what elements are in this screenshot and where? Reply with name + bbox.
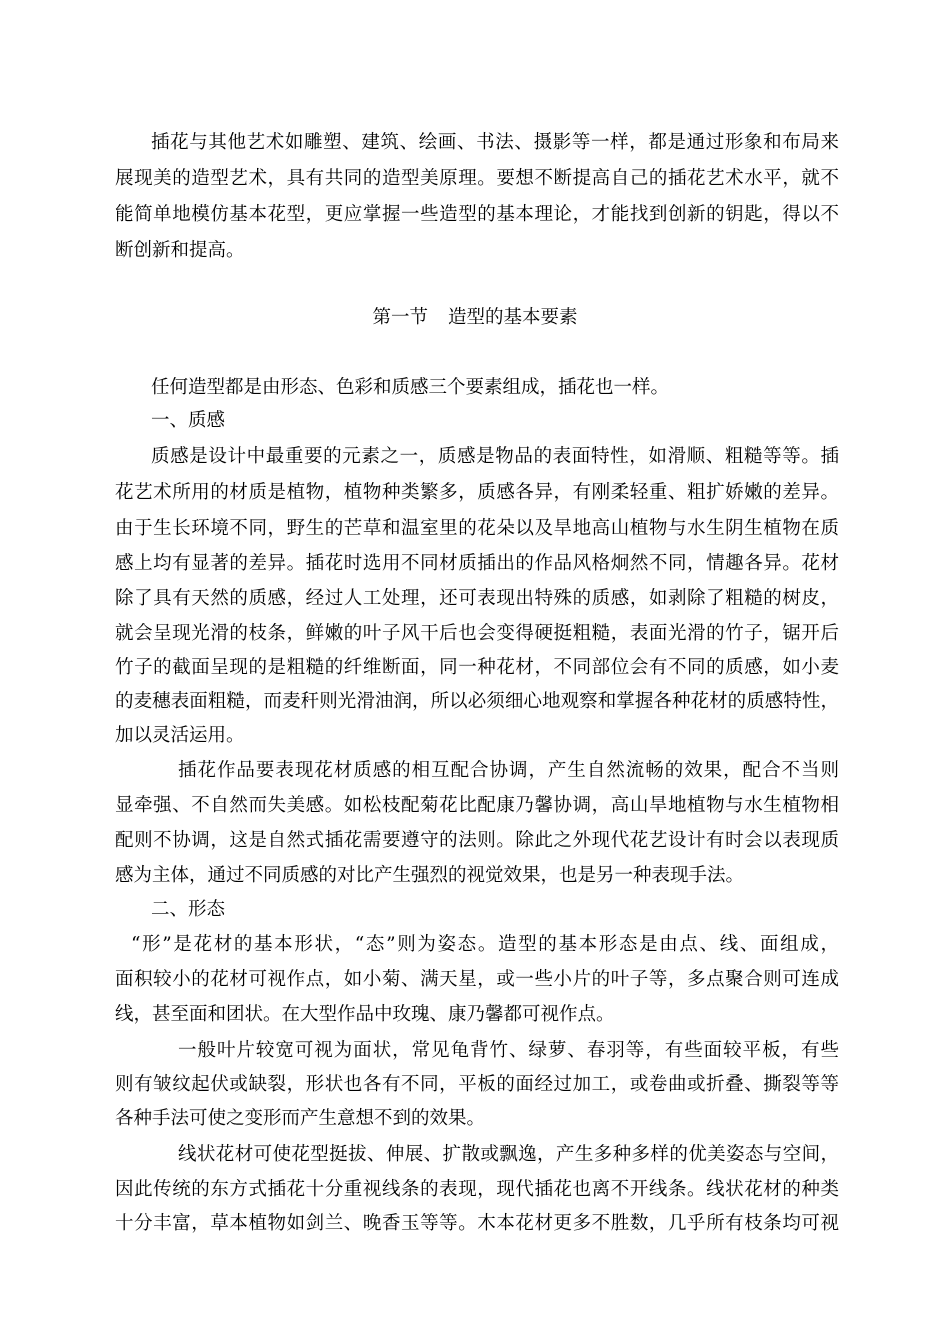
paragraph-line: 竹子的截面呈现的是粗糙的纤维断面，同一种花材，不同部位会有不同的质感，如小麦 — [115, 657, 839, 678]
intro-line: 展现美的造型艺术，具有共同的造型美原理。要想不断提高自己的插花艺术水平，就不 — [115, 168, 839, 189]
paragraph-line: 由于生长环境不同，野生的芒草和温室里的花朵以及旱地高山植物与水生阴生植物在质 — [115, 518, 839, 539]
paragraph-line: 除了具有天然的质感，经过人工处理，还可表现出特殊的质感，如剥除了粗糙的树皮， — [115, 588, 839, 609]
intro-line: 能简单地模仿基本花型，更应掌握一些造型的基本理论，才能找到创新的钥匙，得以不 — [115, 204, 839, 225]
paragraph-line: 显牵强、不自然而失美感。如松枝配菊花比配康乃馨协调，高山旱地植物与水生植物相 — [115, 795, 839, 816]
paragraph-line: 因此传统的东方式插花十分重视线条的表现，现代插花也离不开线条。线状花材的种类 — [115, 1179, 839, 1200]
section-name: 造型的基本要素 — [448, 307, 578, 328]
subheading-form: 二、形态 — [151, 899, 226, 920]
paragraph-line: 花艺术所用的材质是植物，植物种类繁多，质感各异，有刚柔轻重、粗扩娇嫩的差异。 — [115, 482, 839, 503]
intro-line: 断创新和提高。 — [115, 240, 245, 261]
section-number: 第一节 — [372, 307, 428, 328]
paragraph-line: 则有皱纹起伏或缺裂，形状也各有不同，平板的面经过加工，或卷曲或折叠、撕裂等等 — [115, 1074, 839, 1095]
paragraph-line: “形”是花材的基本形状，“态”则为姿态。造型的基本形态是由点、线、面组成， — [131, 934, 839, 955]
paragraph-line: 一般叶片较宽可视为面状，常见龟背竹、绿萝、春羽等，有些面较平板，有些 — [178, 1040, 839, 1061]
paragraph-line: 的麦穗表面粗糙，而麦秆则光滑油润，所以必须细心地观察和掌握各种花材的质感特性， — [115, 691, 839, 712]
subheading-texture: 一、质感 — [151, 410, 226, 431]
paragraph-line: 各种手法可使之变形而产生意想不到的效果。 — [115, 1108, 486, 1129]
section-title — [0, 306, 950, 330]
paragraph-line: 就会呈现光滑的枝条，鲜嫩的叶子风干后也会变得硬挺粗糙，表面光滑的竹子，锯开后 — [115, 623, 839, 644]
paragraph-line: 线，甚至面和团状。在大型作品中玫瑰、康乃馨都可视作点。 — [115, 1004, 615, 1025]
paragraph-line: 线状花材可使花型挺拔、伸展、扩散或飘逸，产生多种多样的优美姿态与空间， — [178, 1144, 839, 1165]
paragraph-line: 配则不协调，这是自然式插花需要遵守的法则。除此之外现代花艺设计有时会以表现质 — [115, 830, 839, 851]
paragraph-line: 十分丰富，草本植物如剑兰、晚香玉等等。木本花材更多不胜数，几乎所有枝条均可视 — [115, 1213, 839, 1234]
paragraph-line: 面积较小的花材可视作点，如小菊、满天星，或一些小片的叶子等，多点聚合则可连成 — [115, 969, 839, 990]
paragraph-line: 感上均有显著的差异。插花时选用不同材质插出的作品风格炯然不同，情趣各异。花材 — [115, 553, 839, 574]
paragraph-line: 任何造型都是由形态、色彩和质感三个要素组成，插花也一样。 — [151, 377, 670, 398]
intro-line: 插花与其他艺术如雕塑、建筑、绘画、书法、摄影等一样，都是通过形象和布局来 — [151, 132, 839, 153]
paragraph-line: 感为主体，通过不同质感的对比产生强烈的视觉效果，也是另一种表现手法。 — [115, 865, 745, 886]
paragraph-line: 插花作品要表现花材质感的相互配合协调，产生自然流畅的效果，配合不当则 — [178, 760, 839, 781]
paragraph-line: 加以灵活运用。 — [115, 725, 245, 746]
paragraph-line: 质感是设计中最重要的元素之一，质感是物品的表面特性，如滑顺、粗糙等等。插 — [151, 446, 839, 467]
